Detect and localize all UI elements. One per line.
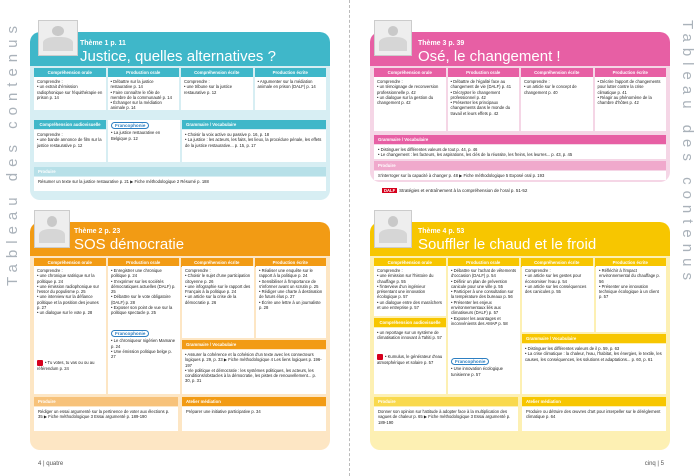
t3-gram-row: • Distinguer les différentes valeurs de tout p. 44, p. 46 • Le changement : les facteurs, les aspirations, les clés de la réussite, les freins, les leurres... p. 43, p. 45 xyxy=(374,145,666,159)
theme-2-number: Thème 2 p. 23 xyxy=(74,228,121,235)
t3-col-head-po: Production orale xyxy=(448,68,520,77)
t4-prod-head: Produire xyxy=(374,397,518,406)
folio-right: cinq | 5 xyxy=(644,461,664,467)
t1-francophonie-badge: Francophonie xyxy=(111,122,149,129)
t2-ce-cell: Comprendre : • Choisir le sujet d'une participation citoyenne p. 26 • une infographie sur le rapport des Français à la politique p. 24 • un article sur la crise de la démocratie p. 26 xyxy=(182,266,254,338)
t4-rfi-text: • Kumulus, le générateur d'eau atmosphérique et solaire p. 57 xyxy=(377,354,443,365)
t3-col-head-pe: Production écrite xyxy=(595,68,667,77)
t3-col-head-ce: Compréhension écrite xyxy=(521,68,593,77)
t2-col-head-po: Production orale xyxy=(108,258,180,267)
t1-ce-cell: Comprendre : • une tribune sur la justice restaurative p. 12 xyxy=(181,77,253,110)
theme-1-card xyxy=(30,32,330,200)
t3-prod-head: Produire xyxy=(374,161,666,170)
t4-prod-row: Donner son opinion sur l'attitude à adopter face à la multiplication des vagues de chaleur p. 65 ▶ Fiche méthodologique 3 Essai argumenté p. 189-190 xyxy=(374,407,518,431)
t3-prod-row: S'interroger sur la capacité à changer p. 48 ▶ Fiche méthodologique 5 Exposé oral p. 193 xyxy=(374,171,666,180)
t4-col-head-po: Production orale xyxy=(448,258,520,267)
t1-franco-text: • La justice restaurative en Belgique p. 12 xyxy=(111,130,161,141)
t3-co-cell: Comprendre : • un témoignage de reconversion professionnelle p. 42 • un dialogue sur la gestion du changement p. 42 xyxy=(374,77,446,131)
theme-3-illustration xyxy=(374,20,412,56)
t1-prod-row: Résumer un texte sur la justice restaurative p. 21 ▶ Fiche méthodologique 2 Résumé p. 188 xyxy=(34,177,326,191)
theme-1-illustration xyxy=(38,20,78,56)
t2-atelier-head: Atelier médiation xyxy=(182,397,326,406)
dalf-badge: DALF xyxy=(384,188,396,193)
t4-gram-head: Grammaire / Vocabulaire xyxy=(522,334,666,343)
t2-rfi-text: • Tu votes, tu vas ou ou au référendum p. 24 xyxy=(37,360,95,371)
t2-prod-row: Rédiger un essai argumenté sur la pertinence de voter aux élections p. 35 ▶ Fiche méthodologique 3 Essai argumenté p. 189-190 xyxy=(34,407,178,431)
t3-dalf-line xyxy=(382,188,527,193)
spine-title-right: Tableau des contenus xyxy=(679,20,696,286)
t2-po-cell: • Enregistrer une chronique politique p. 24 • S'exprimer sur les sociétés démocratiques actuelles (DALF) p. 25 • Débattre sur le vote obligatoire (DALF) p. 28 • Exposer son point de vue sur la politique spectacle p. 25 xyxy=(111,268,176,316)
t2-prod-head: Produire xyxy=(34,397,178,406)
t1-gram-cell: • Choisir la voix active ou passive p. 16, p. 18 • La justice : les acteurs, les faits, les lieux, la procédure pénale, les effets de la justice restaurative... p. 15, p. 17 xyxy=(182,130,326,162)
t3-dalf-text: Stratégies et entraînement à la compréhension de l'oral p. 51-52 xyxy=(399,188,528,193)
t2-col-head-co: Compréhension orale xyxy=(34,258,106,267)
t4-col-head-pe: Production écrite xyxy=(595,258,667,267)
t4-col-head-ce: Compréhension écrite xyxy=(521,258,593,267)
t3-po-cell: • Débattre de l'égalité face au changement de vie (DALF) p. 41 • Décrypter le changement professionnel p. 42 • Présenter les principaux changements dans le monde du travail et leurs effets p. 42 xyxy=(448,77,520,131)
theme-4-card xyxy=(370,222,670,450)
t4-pe-cell: • Réfléchir à l'impact environnemental du chauffage p. 56 • Présenter une innovation technique écologique à un client p. 57 xyxy=(596,266,666,332)
col-head-co: Compréhension orale xyxy=(34,68,106,77)
t4-gram-cell: • Distinguer les différentes valeurs de il p. 59, p. 63 • La crise climatique : la chaleur, l'eau, l'habitat, les énergies, le textile, les causes, les conséquences, les solutions et adaptations... p. 60, p. 61 xyxy=(522,344,666,394)
t4-co-cell: Comprendre : • une émission sur l'histoire du chauffage p. 55 • l'interview d'un ingénieur présentant une innovation écologique p. 57 • un dialogue entre des maraîchers et une entreprise p. 57 xyxy=(374,266,446,316)
spine-title-left: Tableau des contenus xyxy=(4,20,21,286)
theme-4-illustration xyxy=(374,210,412,248)
t1-co-cell: Comprendre : • un extrait d'émission radiophonique sur l'équithérapie en prison p. 14 xyxy=(34,77,106,110)
t2-atelier-row: Préparer une initiative participative p. 34 xyxy=(182,407,326,431)
t4-ce-cell: Comprendre : • un article sur les gestes pour économiser l'eau p. 54 • un article sur les conséquences des canicules p. 55 xyxy=(522,266,594,332)
theme-3-number: Thème 3 p. 39 xyxy=(418,40,465,47)
t2-francophonie-badge: Francophonie xyxy=(111,330,149,337)
t3-col-head-co: Compréhension orale xyxy=(374,68,446,77)
t1-gram-head: Grammaire / Vocabulaire xyxy=(182,120,326,129)
page-fold xyxy=(349,0,350,476)
theme-2-title: SOS démocratie xyxy=(74,236,185,253)
t4-franco-text: • Une innovation écologique tunisienne p. 57 xyxy=(451,366,503,377)
t4-col-head-co: Compréhension orale xyxy=(374,258,446,267)
t2-gram-cell: • Assurer la cohérence et la cohésion d'un texte avec les connecteurs logiques p. 29, p. 33 ▶ Fiche méthodologique 4 Les liens logiques p. 196-197 • Vie politique et démocratie : les systèmes politiques, les acteurs, les conditions/obstacles à la démocratie, les pistes de renouvellement... p. 30, p. 31 xyxy=(182,350,326,394)
t2-col-head-ce: Compréhension écrite xyxy=(181,258,253,267)
t1-po-cell: • Débattre sur la justice restaurative p. 14 • Faire connaître le rôle de membre de la communauté p. 14 • Échanger sur la médiation animale p. 14 xyxy=(108,77,180,110)
t4-po-cell: • Débattre sur l'achat de vêtements d'occasion (DALF) p. 54 • Définir un plan de prévention canicule pour une ville p. 55 • Participer à une consultation sur la température des bureaux p. 56 • Présenter les enjeux environnementaux liés aux climatiseurs (DALF) p. 57 • Exposer les avantages et inconvénients des AMAP p. 58 xyxy=(451,268,517,326)
t4-atelier-row: Produire ou détruire des œuvres d'art pour interpeller sur le dérèglement climatique p. 64 xyxy=(522,407,666,431)
t4-francophonie-badge: Francophonie xyxy=(451,358,489,365)
t2-co-cell: Comprendre : • une chronique satirique sur la politique p. 24 • une émission radiophonique sur l'essor du populisme p. 25 • une interview sur la défiance politique et la position des jeunes p. 27 • un dialogue sur le vote p. 28 xyxy=(37,268,99,316)
theme-1-title: Justice, quelles alternatives ? xyxy=(80,48,276,65)
t1-ca-head: Compréhension audiovisuelle xyxy=(34,120,106,129)
t3-pe-cell: • Décrire l'apport de changements pour lutter contre la crise climatique p. 41 • Réagir au phénomène de la chambre d'hôtes p. 42 xyxy=(595,77,667,131)
t4-ca-head: Compréhension audiovisuelle xyxy=(374,318,446,327)
folio-left: 4 | quatre xyxy=(38,461,64,467)
t2-franco-text: • Le chroniqueur nigérien Mamane p. 24 • Une émission politique belge p. 27 xyxy=(111,338,176,360)
col-head-pe: Production écrite xyxy=(255,68,327,77)
t2-gram-head: Grammaire / Vocabulaire xyxy=(182,340,326,349)
t3-ce-cell: Comprendre : • un article sur le concept de changement p. 40 xyxy=(521,77,593,131)
t4-ca-cell: • un reportage sur un système de climatisation innovant à Tahiti p. 57 xyxy=(377,330,442,341)
t1-pe-cell: • Argumenter sur la médiation animale en prison (DALF) p. 14 xyxy=(255,77,327,110)
t3-gram-head: Grammaire / Vocabulaire xyxy=(374,135,666,144)
theme-4-title: Souffler le chaud et le froid xyxy=(418,236,597,253)
t1-prod-head: Produire xyxy=(34,167,326,176)
theme-1-number: Thème 1 p. 11 xyxy=(80,40,126,47)
theme-4-number: Thème 4 p. 53 xyxy=(418,228,465,235)
theme-3-title: Osé, le changement ! xyxy=(418,48,561,65)
t2-pe-cell: • Réaliser une enquête sur le rapport à la politique p. 24 • Sensibiliser à l'importance de s'informer avant un scrutin p. 25 • Rédiger une charte à destination de futurs élus p. 27 • Écrire une lettre à un journaliste p. 28 xyxy=(256,266,326,338)
t1-ca-cell: Comprendre : • une bande annonce de film sur la justice restaurative p. 12 xyxy=(34,130,106,162)
t4-atelier-head: Atelier médiation xyxy=(522,397,666,406)
theme-2-illustration xyxy=(34,210,70,248)
theme-2-card xyxy=(30,222,330,450)
theme-3-card xyxy=(370,32,670,182)
col-head-ce: Compréhension écrite xyxy=(181,68,253,77)
t2-col-head-pe: Production écrite xyxy=(255,258,327,267)
col-head-po: Production orale xyxy=(108,68,180,77)
